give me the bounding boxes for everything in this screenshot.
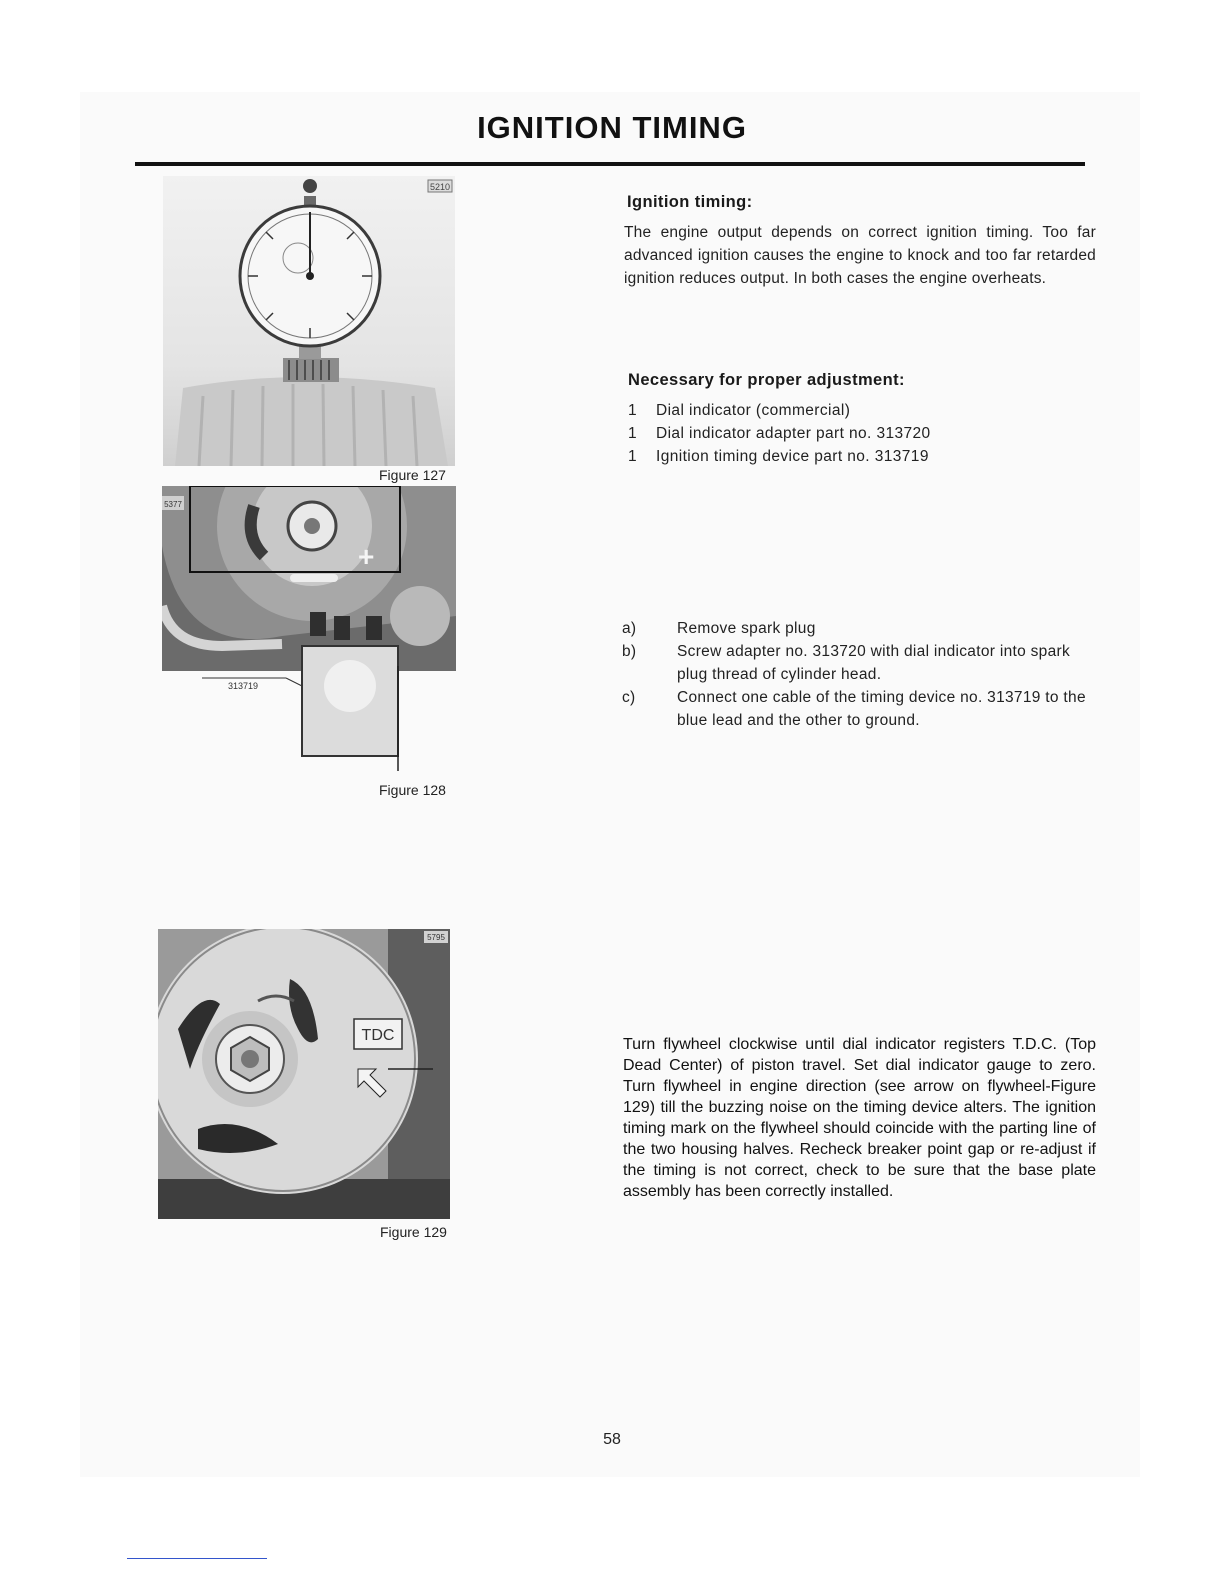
title-rule	[135, 162, 1085, 166]
figure-128-plus-sign: +	[358, 541, 375, 572]
step-a: a) Remove spark plug	[622, 620, 816, 637]
step-c: c) Connect one cable of the timing device no. 313719 to the blue lead and the other to ground.	[622, 689, 1086, 729]
figure-128-code: 5377	[164, 500, 182, 509]
step-b: b) Screw adapter no. 313720 with dial indicator into spark plug thread of cylinder head.	[622, 643, 1071, 683]
page-number: 58	[603, 1431, 621, 1448]
list-item: 1 Dial indicator (commercial)	[628, 402, 851, 419]
figure-128-caption: Figure 128	[379, 782, 446, 798]
figure-127-photo	[163, 176, 455, 466]
figure-129-photo	[158, 929, 450, 1219]
figure-129-tdc-label: TDC	[361, 1027, 395, 1044]
list-item: 1 Dial indicator adapter part no. 313720	[628, 425, 931, 442]
figure-127-caption: Figure 127	[379, 467, 446, 483]
figure-127-code: 5210	[429, 182, 451, 192]
section-heading-ignition-timing: Ignition timing:	[627, 193, 753, 211]
tdc-procedure-paragraph: Turn flywheel clockwise until dial indicator registers T.D.C. (Top Dead Center) of piston travel. Set dial indicator gauge to zero. Turn flywheel in engine direction (see arrow on flywheel-Figure 129) till the buzzing noise on the timing device alters. The ignition timing mark on the flywheel should coincide with the parting line of the two housing halves. Recheck breaker point gap or re-adjust if the timing is not correct, check to be sure that the base plate assembly has been correctly installed.	[623, 1036, 1096, 1200]
figure-129-caption: Figure 129	[380, 1224, 447, 1240]
figure-129-code: 5795	[427, 933, 445, 942]
footer-link-line	[127, 1558, 267, 1559]
page-title: IGNITION TIMING	[477, 110, 747, 145]
procedure-steps	[622, 617, 1096, 732]
figure-128-part-label: 313719	[228, 681, 259, 691]
figure-128-photo	[162, 486, 456, 776]
intro-paragraph: The engine output depends on correct ignition timing. Too far advanced ignition causes the engine to knock and too far retarded ignition reduces output. In both cases the engine overheats.	[624, 224, 1096, 287]
list-item: 1 Ignition timing device part no. 313719	[628, 448, 929, 465]
required-tools-list	[628, 399, 931, 468]
section-heading-necessary: Necessary for proper adjustment:	[628, 371, 905, 389]
